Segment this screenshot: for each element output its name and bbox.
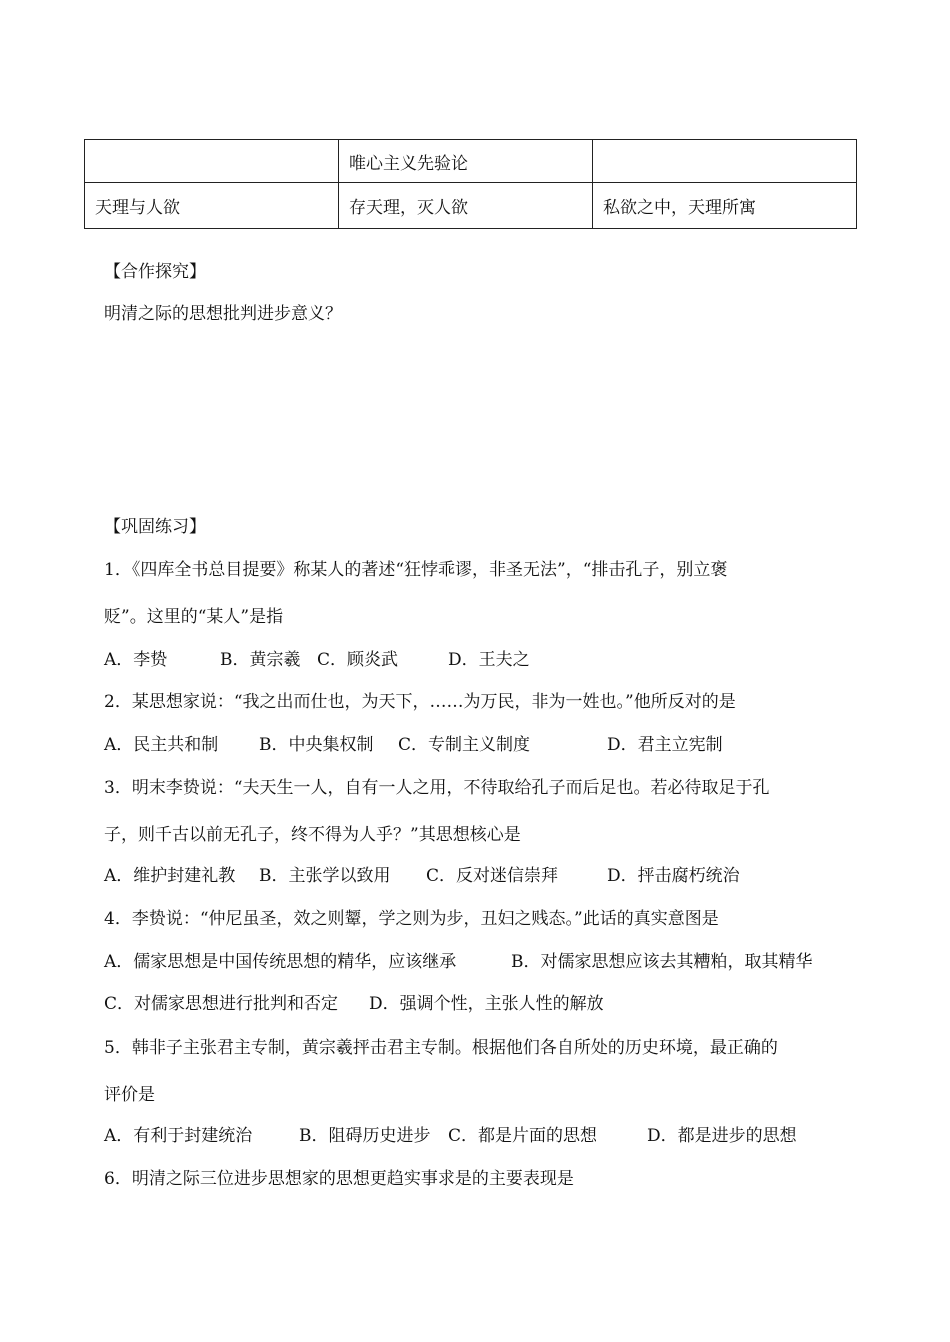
table-cell: 唯心主义先验论 xyxy=(339,140,593,183)
option-d: D．强调个性，主张人性的解放 xyxy=(369,994,604,1014)
table-row xyxy=(85,183,857,229)
option-d: D．君主立宪制 xyxy=(607,735,723,755)
option-b: B．阻碍历史进步 xyxy=(299,1126,431,1146)
table-cell: 天理与人欲 xyxy=(85,183,339,229)
option-a: A．维护封建礼教 xyxy=(104,866,236,886)
cooperate-question: 明清之际的思想批判进步意义？ xyxy=(104,304,342,324)
option-c: C．都是片面的思想 xyxy=(448,1126,598,1146)
question-3-line-2: 子，则千古以前无孔子，终不得为人乎？”其思想核心是 xyxy=(104,825,521,845)
question-4-options-line-2 xyxy=(104,992,604,1016)
table-cell xyxy=(85,140,339,183)
option-c: C．对儒家思想进行批判和否定 xyxy=(104,994,339,1014)
option-b: B．黄宗羲 xyxy=(220,650,301,670)
section-heading-practice: 【巩固练习】 xyxy=(104,517,206,537)
question-1-options xyxy=(104,648,530,672)
option-b: B．主张学以致用 xyxy=(259,866,391,886)
table-cell: 私欲之中，天理所寓 xyxy=(593,183,857,229)
option-a: A．民主共和制 xyxy=(104,735,219,755)
question-5-options xyxy=(104,1124,797,1148)
question-1-line-2: 贬”。这里的“某人”是指 xyxy=(104,607,284,627)
question-4-line-1: 4．李贽说：“仲尼虽圣，效之则颦，学之则为步，丑妇之贱态。”此话的真实意图是 xyxy=(104,909,719,929)
option-d: D．王夫之 xyxy=(448,650,530,670)
option-d: D．抨击腐朽统治 xyxy=(607,866,740,886)
table-cell xyxy=(593,140,857,183)
question-4-options-line-1 xyxy=(104,950,813,974)
option-d: D．都是进步的思想 xyxy=(647,1126,797,1146)
question-3-line-1: 3．明末李贽说：“夫天生一人，自有一人之用，不待取给孔子而后足也。若必待取足于孔 xyxy=(104,778,770,798)
option-a: A．李贽 xyxy=(104,650,168,670)
question-2-line-1: 2．某思想家说：“我之出而仕也，为天下，……为万民，非为一姓也。”他所反对的是 xyxy=(104,692,736,712)
comparison-table xyxy=(84,139,857,229)
question-2-options xyxy=(104,733,723,757)
option-b: B．对儒家思想应该去其糟粕，取其精华 xyxy=(511,952,813,972)
option-b: B．中央集权制 xyxy=(259,735,374,755)
question-1-line-1: 1．《四库全书总目提要》称某人的著述“狂悖乖谬，非圣无法”，“排击孔子，别立褒 xyxy=(104,560,728,580)
question-5-line-2: 评价是 xyxy=(104,1085,155,1105)
table-row xyxy=(85,140,857,183)
question-6-line-1: 6．明清之际三位进步思想家的思想更趋实事求是的主要表现是 xyxy=(104,1169,574,1189)
question-5-line-1: 5．韩非子主张君主专制，黄宗羲抨击君主专制。根据他们各自所处的历史环境，最正确的 xyxy=(104,1038,778,1058)
option-a: A．有利于封建统治 xyxy=(104,1126,253,1146)
option-c: C．顾炎武 xyxy=(317,650,399,670)
table-cell: 存天理，灭人欲 xyxy=(339,183,593,229)
option-a: A．儒家思想是中国传统思想的精华，应该继承 xyxy=(104,952,457,972)
section-heading-cooperate: 【合作探究】 xyxy=(104,262,206,282)
question-3-options xyxy=(104,864,740,888)
option-c: C．专制主义制度 xyxy=(398,735,531,755)
option-c: C．反对迷信崇拜 xyxy=(426,866,559,886)
